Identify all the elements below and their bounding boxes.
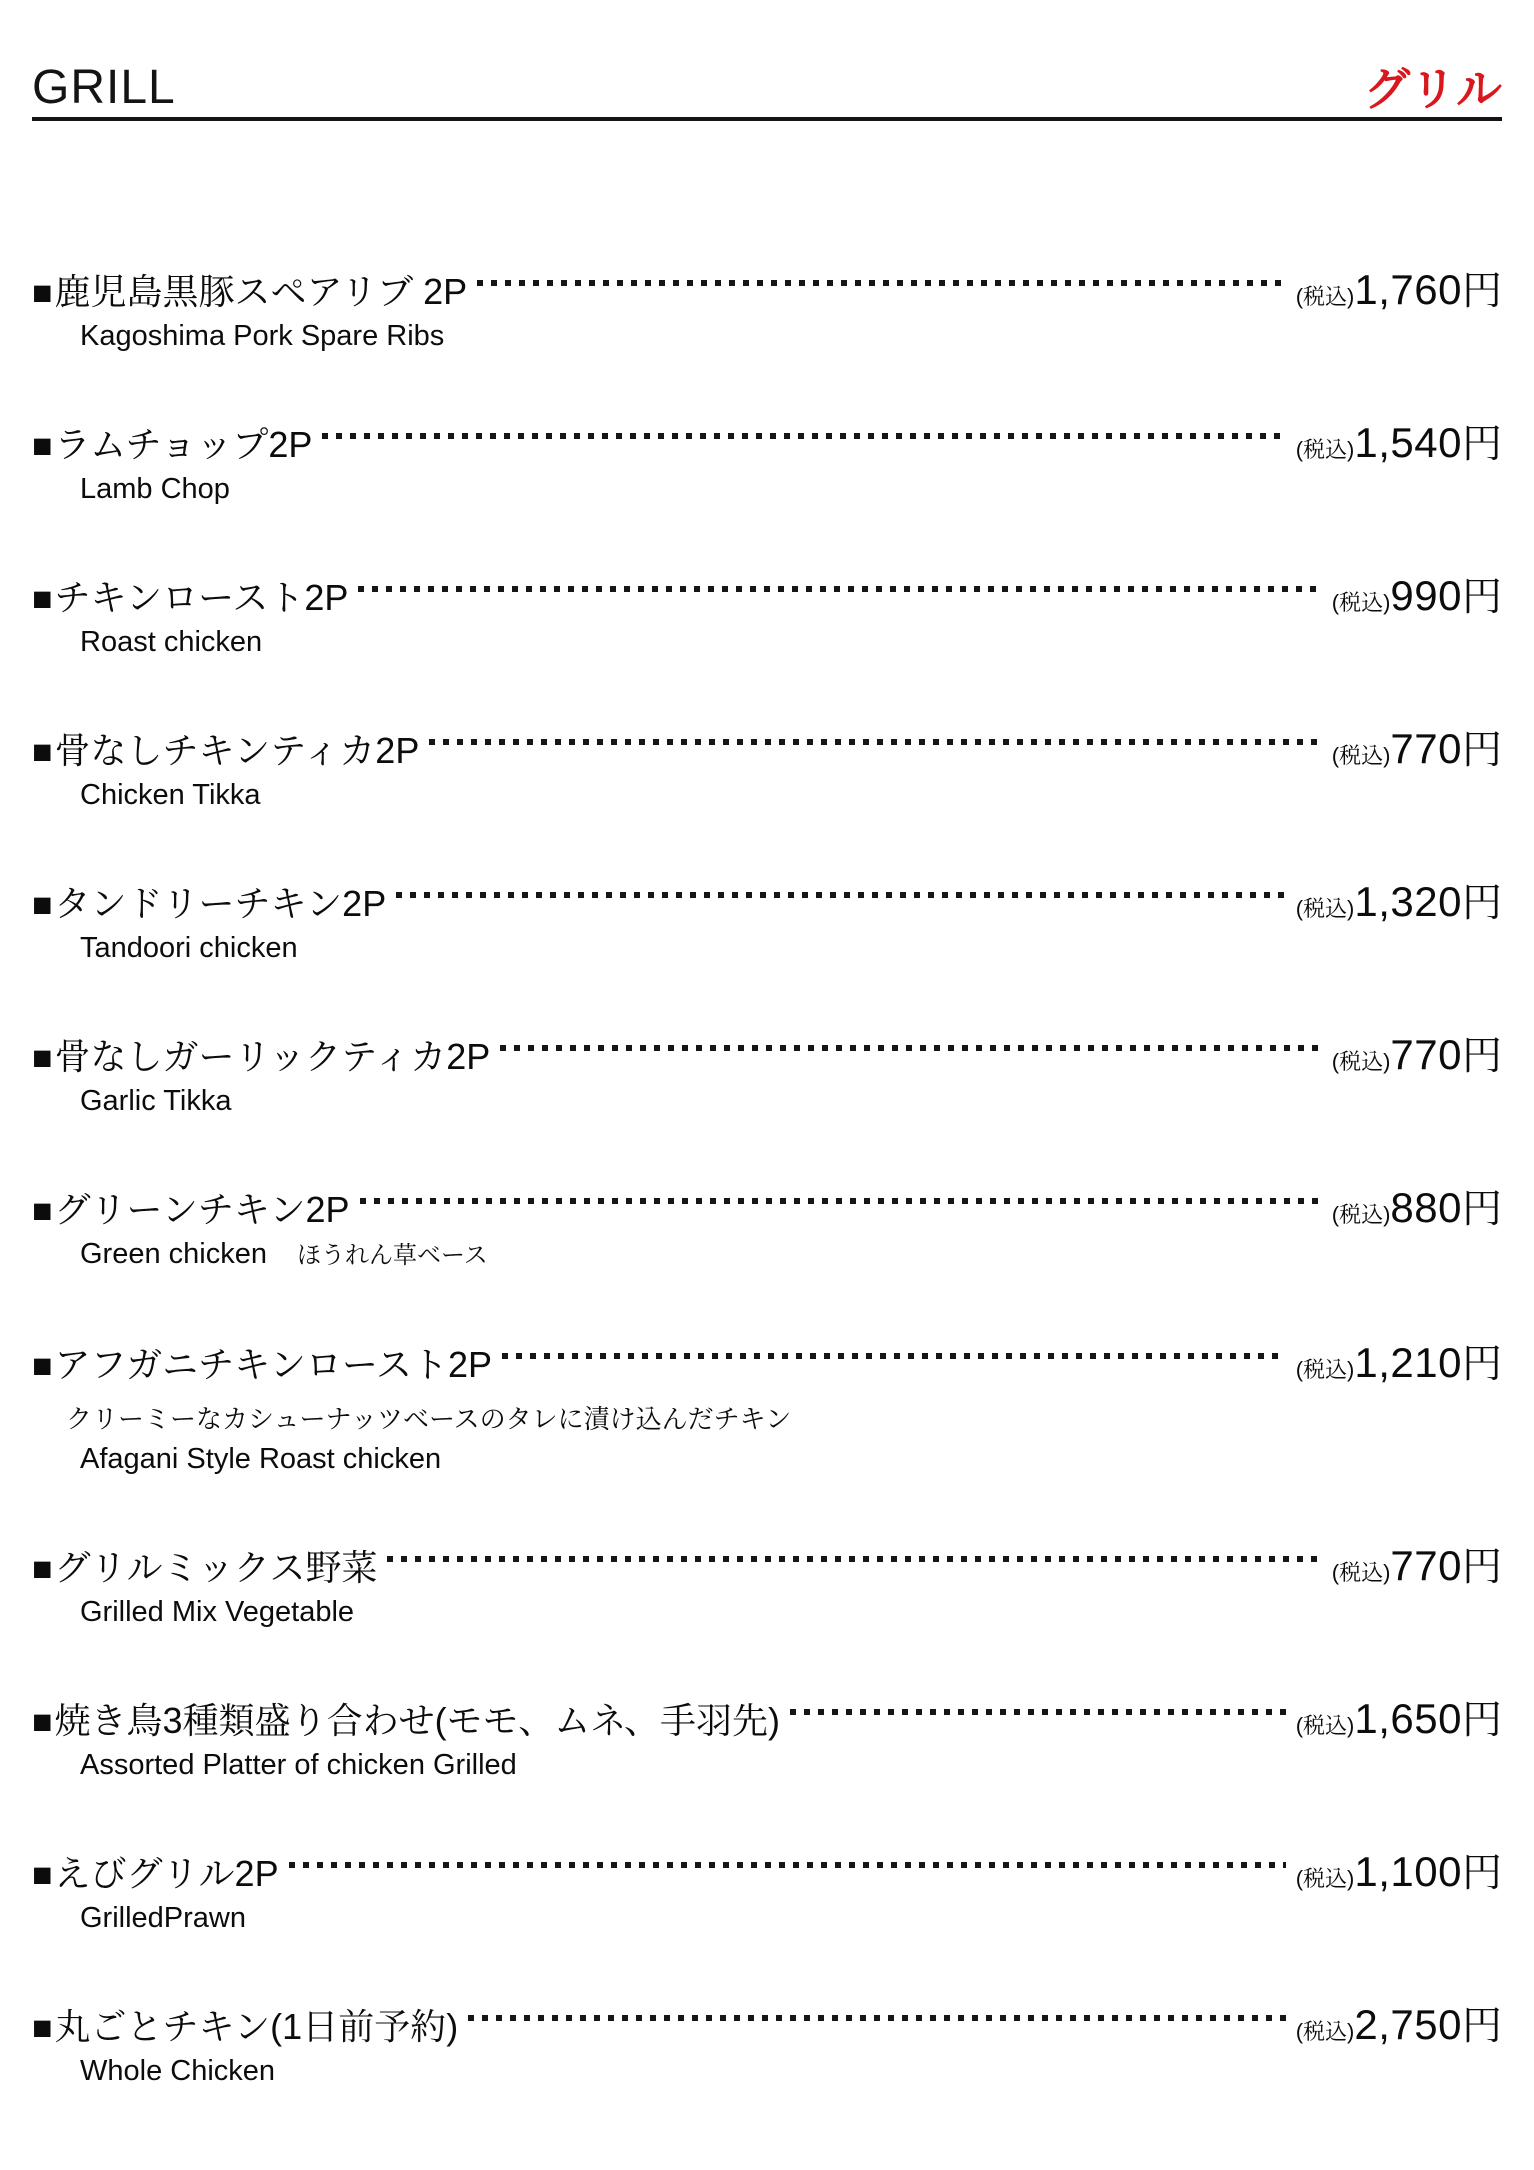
yen-suffix: 円	[1462, 881, 1502, 925]
menu-item	[32, 565, 1502, 661]
tax-included-label: (税込)	[1331, 743, 1391, 768]
tax-included-label: (税込)	[1295, 2019, 1355, 2044]
menu-item	[32, 1535, 1502, 1631]
item-name-english: Garlic Tikka	[80, 1085, 232, 1117]
bullet-square-icon: ■	[32, 2009, 53, 2047]
price-amount: 770	[1390, 1542, 1462, 1589]
item-price	[1332, 565, 1502, 622]
bullet-square-icon: ■	[32, 580, 53, 618]
menu-list	[32, 259, 1502, 2090]
item-name-japanese: ■グリーンチキン2P	[32, 1189, 350, 1230]
item-name-japanese: ■丸ごとチキン(1日前予約)	[32, 2006, 459, 2047]
bullet-square-icon: ■	[32, 1039, 53, 1077]
tax-included-label: (税込)	[1295, 1357, 1355, 1382]
price-amount: 2,750	[1354, 2001, 1462, 2048]
menu-item-line	[32, 1024, 1502, 1082]
price-amount: 1,210	[1354, 1339, 1462, 1386]
tax-included-label: (税込)	[1331, 1560, 1391, 1585]
menu-item-line	[32, 1841, 1502, 1899]
item-name-english: Kagoshima Pork Spare Ribs	[80, 320, 445, 352]
item-price	[1332, 1024, 1502, 1081]
item-name-english: Tandoori chicken	[80, 932, 298, 964]
item-name-english: GrilledPrawn	[80, 1902, 246, 1934]
dot-leader	[360, 1198, 1322, 1204]
menu-item	[32, 1332, 1502, 1478]
tax-included-label: (税込)	[1331, 1049, 1391, 1074]
yen-suffix: 円	[1462, 1545, 1502, 1589]
bullet-square-icon: ■	[32, 886, 53, 924]
menu-item	[32, 1688, 1502, 1784]
menu-item-line	[32, 1177, 1502, 1235]
item-price	[1332, 1177, 1502, 1234]
menu-item	[32, 871, 1502, 967]
item-name-japanese: ■焼き鳥3種類盛り合わせ(モモ、ムネ、手羽先)	[32, 1700, 781, 1741]
price-amount: 770	[1390, 1031, 1462, 1078]
menu-item-line	[32, 1332, 1502, 1390]
item-price	[1296, 412, 1502, 469]
item-name-english: Chicken Tikka	[80, 779, 261, 811]
tax-included-label: (税込)	[1295, 284, 1355, 309]
item-name-japanese: ■鹿児島黒豚スペアリブ 2P	[32, 271, 468, 312]
item-name-english: Roast chicken	[80, 626, 263, 658]
yen-suffix: 円	[1462, 575, 1502, 619]
dot-leader	[500, 1045, 1322, 1051]
item-name-english: Grilled Mix Vegetable	[80, 1596, 355, 1628]
dot-leader	[468, 2015, 1286, 2021]
item-name-japanese: ■チキンロースト2P	[32, 577, 349, 618]
price-amount: 1,100	[1354, 1848, 1462, 1895]
menu-item	[32, 412, 1502, 508]
item-price	[1296, 1994, 1502, 2051]
item-price	[1296, 1841, 1502, 1898]
menu-item-line	[32, 718, 1502, 776]
item-name-english: Lamb Chop	[80, 473, 230, 505]
item-name-english: Assorted Platter of chicken Grilled	[80, 1749, 517, 1781]
item-name-japanese: ■タンドリーチキン2P	[32, 883, 387, 924]
menu-item-line	[32, 1994, 1502, 2052]
dot-leader	[289, 1862, 1286, 1868]
menu-item	[32, 1994, 1502, 2090]
menu-item	[32, 259, 1502, 355]
menu-item-line	[32, 871, 1502, 929]
item-price	[1296, 871, 1502, 928]
yen-suffix: 円	[1462, 422, 1502, 466]
item-name-english: Green chicken ほうれん草ベース	[80, 1238, 488, 1270]
item-price	[1296, 1332, 1502, 1389]
yen-suffix: 円	[1462, 1034, 1502, 1078]
item-name-english: Afagani Style Roast chicken	[80, 1443, 442, 1475]
yen-suffix: 円	[1462, 269, 1502, 313]
dot-leader	[477, 280, 1286, 286]
dot-leader	[429, 739, 1321, 745]
bullet-square-icon: ■	[32, 1550, 53, 1588]
dot-leader	[322, 433, 1285, 439]
price-amount: 1,650	[1354, 1695, 1462, 1742]
menu-item-line	[32, 259, 1502, 317]
price-amount: 770	[1390, 725, 1462, 772]
yen-suffix: 円	[1462, 1698, 1502, 1742]
page-title: GRILL	[32, 61, 176, 114]
price-amount: 1,320	[1354, 878, 1462, 925]
item-name-japanese: ■ラムチョップ2P	[32, 424, 313, 465]
bullet-square-icon: ■	[32, 1856, 53, 1894]
tax-included-label: (税込)	[1331, 590, 1391, 615]
dot-leader	[502, 1353, 1286, 1359]
dot-leader	[387, 1556, 1321, 1562]
bullet-square-icon: ■	[32, 427, 53, 465]
bullet-square-icon: ■	[32, 274, 53, 312]
item-name-japanese: ■アフガニチキンロースト2P	[32, 1344, 493, 1385]
item-inline-note-japanese: ほうれん草ベース	[297, 1242, 488, 1269]
item-price	[1332, 1535, 1502, 1592]
yen-suffix: 円	[1462, 2004, 1502, 2048]
menu-item	[32, 1841, 1502, 1937]
item-name-japanese: ■グリルミックス野菜	[32, 1547, 378, 1588]
page-title-japanese: グリル	[1364, 63, 1502, 115]
dot-leader	[358, 586, 1321, 592]
item-price	[1296, 259, 1502, 316]
price-amount: 1,540	[1354, 419, 1462, 466]
price-amount: 1,760	[1354, 266, 1462, 313]
tax-included-label: (税込)	[1331, 1202, 1391, 1227]
menu-item	[32, 1177, 1502, 1275]
bullet-square-icon: ■	[32, 733, 53, 771]
item-price	[1332, 718, 1502, 775]
yen-suffix: 円	[1462, 1187, 1502, 1231]
item-name-japanese: ■骨なしチキンティカ2P	[32, 730, 420, 771]
menu-item-line	[32, 565, 1502, 623]
item-name-japanese: ■骨なしガーリックティカ2P	[32, 1036, 491, 1077]
menu-item-line	[32, 1535, 1502, 1593]
menu-item-line	[32, 412, 1502, 470]
dot-leader	[790, 1709, 1286, 1715]
menu-item	[32, 718, 1502, 814]
yen-suffix: 円	[1462, 728, 1502, 772]
yen-suffix: 円	[1462, 1851, 1502, 1895]
tax-included-label: (税込)	[1295, 896, 1355, 921]
menu-item-line	[32, 1688, 1502, 1746]
page-header	[32, 61, 1502, 121]
item-price	[1296, 1688, 1502, 1745]
price-amount: 990	[1390, 572, 1462, 619]
tax-included-label: (税込)	[1295, 437, 1355, 462]
bullet-square-icon: ■	[32, 1192, 53, 1230]
bullet-square-icon: ■	[32, 1347, 53, 1385]
yen-suffix: 円	[1462, 1342, 1502, 1386]
price-amount: 880	[1390, 1184, 1462, 1231]
dot-leader	[396, 892, 1286, 898]
bullet-square-icon: ■	[32, 1703, 53, 1741]
item-name-japanese: ■えびグリル2P	[32, 1853, 279, 1894]
tax-included-label: (税込)	[1295, 1713, 1355, 1738]
item-name-english: Whole Chicken	[80, 2055, 276, 2087]
menu-item	[32, 1024, 1502, 1120]
item-description-japanese: クリーミーなカシューナッツベースのタレに漬け込んだチキン	[66, 1404, 792, 1434]
tax-included-label: (税込)	[1295, 1866, 1355, 1891]
